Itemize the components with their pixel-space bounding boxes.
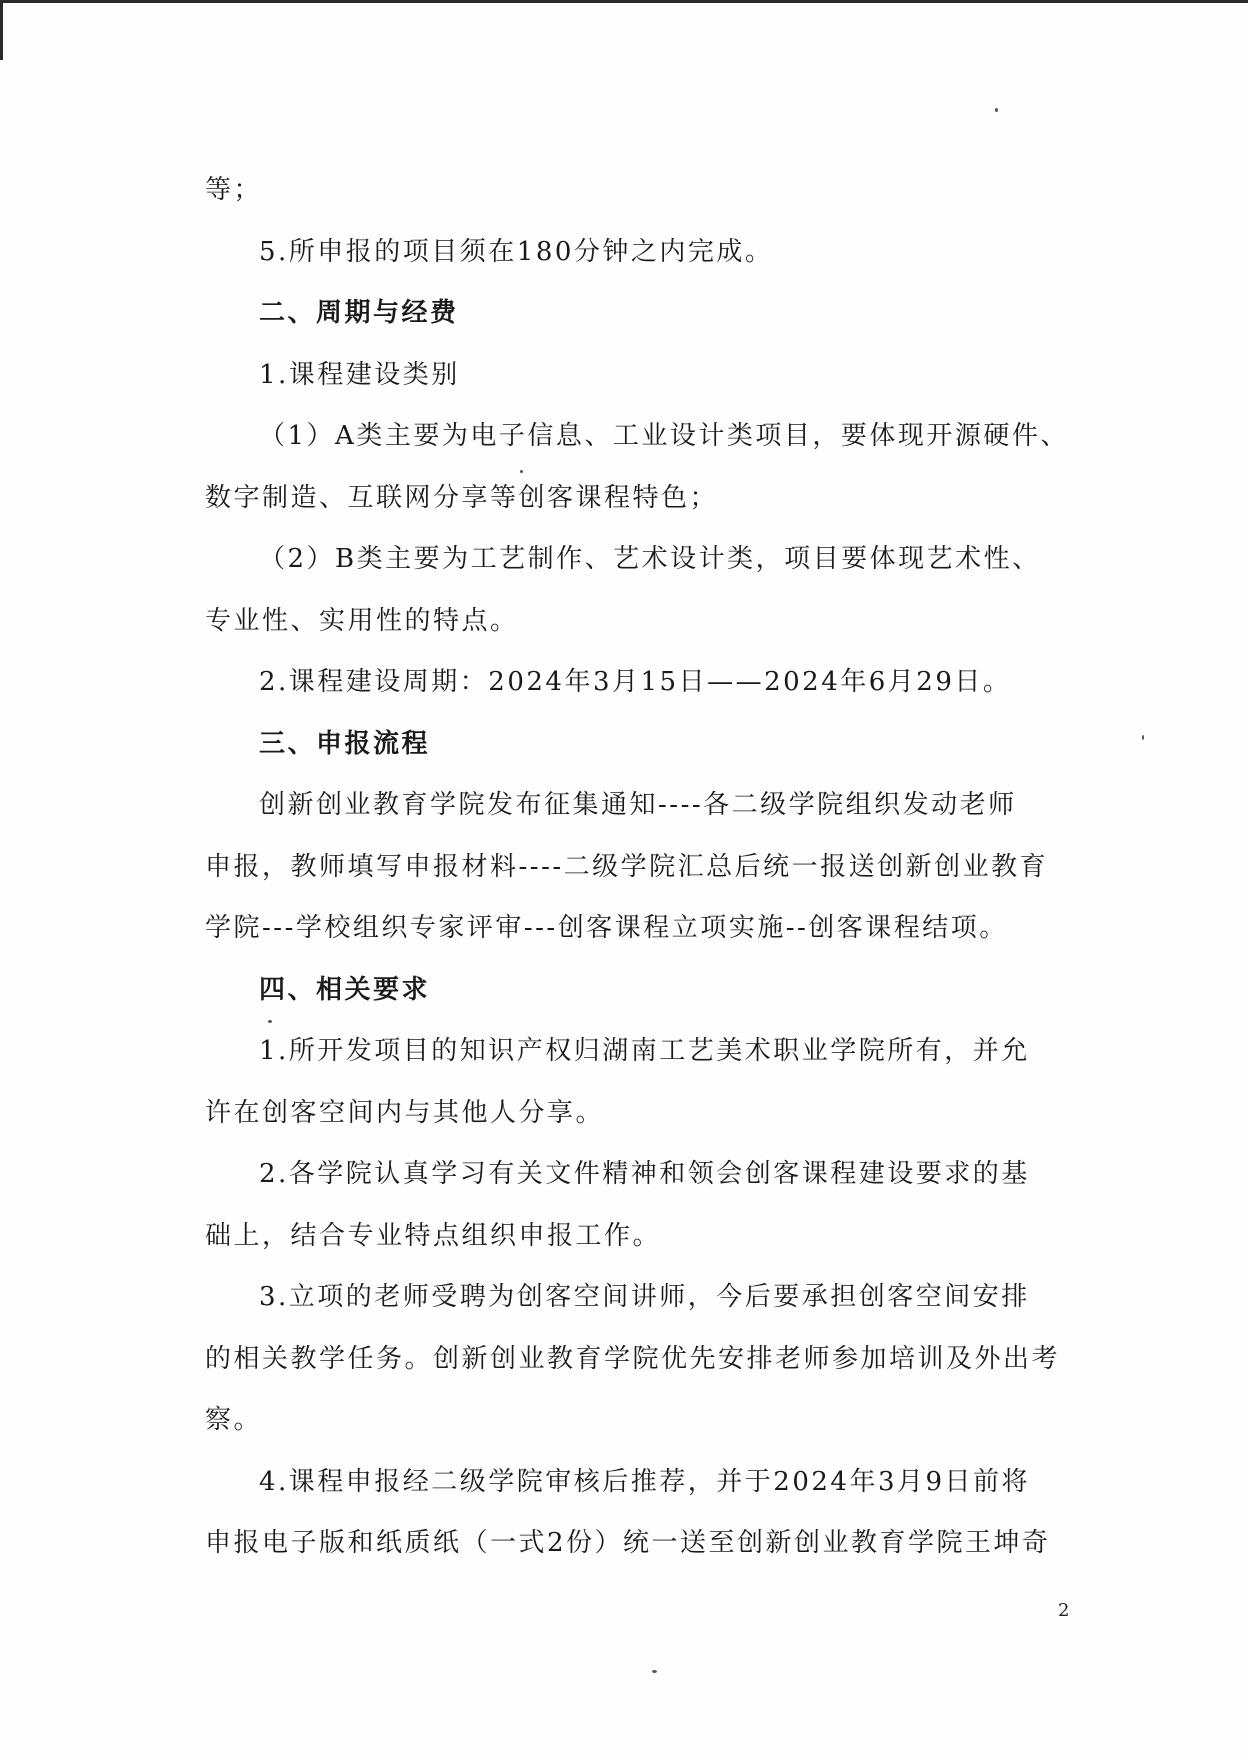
section-heading-period-funding: 二、周期与经费 — [259, 298, 459, 328]
document-body — [205, 160, 1069, 1575]
process-line-1: 创新创业教育学院发布征集通知----各二级学院组织发动老师 — [259, 790, 1017, 820]
process-line-3: 学院---学校组织专家评审---创客课程立项实施--创客课程结项。 — [205, 913, 1008, 943]
continued-text-line: 等； — [205, 175, 263, 205]
scan-speck — [268, 1020, 272, 1023]
requirement-2-line-2: 础上，结合专业特点组织申报工作。 — [205, 1220, 662, 1251]
process-line-2: 申报，教师填写申报材料----二级学院汇总后统一报送创新创业教育 — [205, 851, 1049, 882]
requirement-3-line-1: 3.立项的老师受聘为创客空间讲师，今后要承担创客空间安排 — [259, 1282, 1030, 1312]
construction-period: 2.课程建设周期：2024年3月15日——2024年6月29日。 — [259, 667, 1012, 697]
course-category-title: 1.课程建设类别 — [259, 359, 460, 390]
section-heading-application-process: 三、申报流程 — [259, 728, 431, 759]
requirement-1-line-1: 1.所开发项目的知识产权归湖南工艺美术职业学院所有，并允 — [259, 1036, 1030, 1066]
category-a-line-2: 数字制造、互联网分享等创客课程特色； — [205, 482, 719, 513]
requirement-3-line-2: 的相关教学任务。创新创业教育学院优先安排老师参加培训及外出考 — [205, 1343, 1061, 1374]
section-heading-requirements: 四、相关要求 — [259, 974, 431, 1005]
requirement-4-line-2: 申报电子版和纸质纸（一式2份）统一送至创新创业教育学院王坤奇 — [205, 1528, 1051, 1558]
scan-speck — [520, 470, 523, 473]
category-b-line-1: （2）B类主要为工艺制作、艺术设计类，项目要体现艺术性、 — [259, 544, 1041, 574]
category-a-line-1: （1）A类主要为电子信息、工业设计类项目，要体现开源硬件、 — [259, 421, 1069, 451]
scan-edge — [0, 0, 1248, 3]
category-b-line-2: 专业性、实用性的特点。 — [205, 605, 519, 636]
page-number: 2 — [1058, 1600, 1070, 1621]
requirement-1-line-2: 许在创客空间内与其他人分享。 — [205, 1097, 605, 1128]
scan-speck — [652, 1670, 657, 1673]
scan-edge-left — [0, 0, 3, 60]
requirement-item-5: 5.所申报的项目须在180分钟之内完成。 — [259, 236, 774, 267]
requirement-2-line-1: 2.各学院认真学习有关文件精神和领会创客课程建设要求的基 — [259, 1159, 1030, 1189]
scan-speck — [995, 108, 998, 112]
scan-speck — [1142, 735, 1144, 740]
requirement-4-line-1: 4.课程申报经二级学院审核后推荐，并于2024年3月9日前将 — [259, 1466, 1031, 1497]
requirement-3-line-3: 察。 — [205, 1405, 263, 1435]
